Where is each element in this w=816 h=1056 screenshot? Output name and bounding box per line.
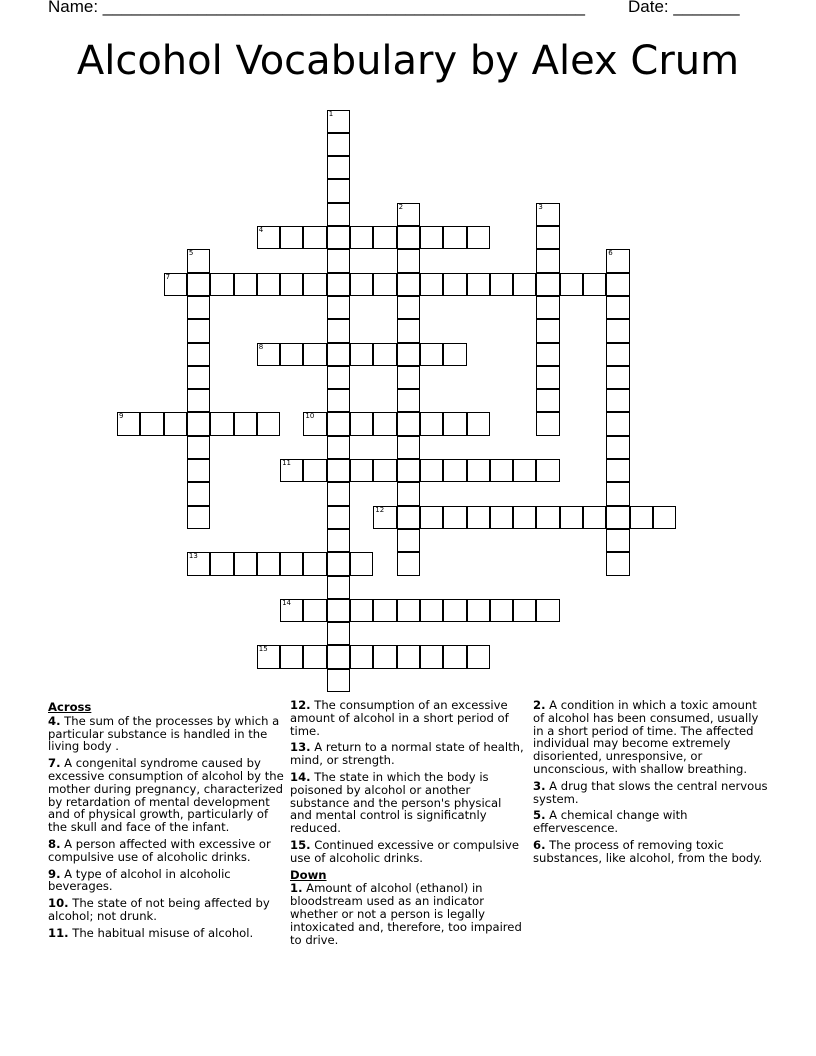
- clue-number: 13: [188, 552, 198, 561]
- grid-cell[interactable]: [397, 343, 420, 366]
- grid-cell[interactable]: [257, 552, 280, 575]
- grid-cell[interactable]: [443, 226, 466, 249]
- clue-item-number: 1.: [290, 881, 303, 896]
- grid-cell[interactable]: [327, 529, 350, 552]
- grid-cell[interactable]: [420, 599, 443, 622]
- clue-number: 9: [119, 412, 124, 421]
- grid-cell[interactable]: [373, 599, 396, 622]
- grid-cell[interactable]: [327, 599, 350, 622]
- grid-cell[interactable]: [536, 506, 559, 529]
- grid-cell[interactable]: [467, 645, 490, 668]
- clue-number: 5: [188, 249, 194, 258]
- grid-cell[interactable]: [420, 645, 443, 668]
- clue-item-text: The process of removing toxic substances, like alcohol, from the body.: [533, 837, 763, 865]
- grid-cell[interactable]: [303, 645, 326, 668]
- grid-cell[interactable]: [443, 459, 466, 482]
- grid-cell[interactable]: [280, 273, 303, 296]
- grid-cell[interactable]: [397, 249, 420, 272]
- grid-cell[interactable]: [117, 412, 140, 435]
- clue-number: 4: [258, 226, 264, 234]
- clue-item: [48, 715, 284, 753]
- grid-cell[interactable]: [280, 343, 303, 366]
- grid-cell[interactable]: [187, 366, 210, 389]
- grid-cell[interactable]: [234, 273, 257, 296]
- clue-number: 10: [305, 412, 315, 421]
- grid-cell[interactable]: [490, 459, 513, 482]
- grid-cell[interactable]: [327, 552, 350, 575]
- grid-cell[interactable]: [373, 273, 396, 296]
- clue-item-number: 10.: [48, 896, 69, 911]
- clue-item: [48, 927, 284, 940]
- grid-cell[interactable]: [513, 599, 536, 622]
- grid-cell[interactable]: [397, 506, 420, 529]
- grid-cell[interactable]: [257, 412, 280, 435]
- grid-cell[interactable]: [187, 249, 210, 272]
- grid-cell[interactable]: [164, 412, 187, 435]
- grid-cell[interactable]: [606, 249, 629, 272]
- clues-column-2: [290, 699, 526, 950]
- clue-item-text: A congenital syndrome caused by excessive consumption of alcohol by the mother during pregnancy, characterized by retardation of mental development and of physical growth, particularly of the skull and face of the infant.: [48, 756, 284, 835]
- grid-cell[interactable]: [653, 506, 676, 529]
- grid-cell[interactable]: [397, 226, 420, 249]
- clue-heading: Down: [290, 867, 327, 882]
- clue-item-text: The habitual misuse of alcohol.: [68, 925, 254, 940]
- grid-cell[interactable]: [187, 506, 210, 529]
- grid-cell[interactable]: [187, 482, 210, 505]
- clues-column-1: [48, 699, 284, 944]
- grid-cell[interactable]: [327, 226, 350, 249]
- grid-cell[interactable]: [210, 552, 233, 575]
- clue-number: 11: [282, 459, 292, 467]
- grid-cell[interactable]: [327, 622, 350, 645]
- grid-cell[interactable]: [350, 599, 373, 622]
- date-field[interactable]: Date: _______: [628, 0, 740, 16]
- grid-cell[interactable]: [257, 645, 280, 668]
- clue-item-number: 3.: [533, 778, 546, 793]
- grid-cell[interactable]: [397, 296, 420, 319]
- grid-cell[interactable]: [536, 412, 559, 435]
- grid-cell[interactable]: [373, 459, 396, 482]
- grid-cell[interactable]: [257, 343, 280, 366]
- grid-cell[interactable]: [187, 296, 210, 319]
- grid-cell[interactable]: [397, 319, 420, 342]
- grid-cell[interactable]: [234, 552, 257, 575]
- grid-cell[interactable]: [606, 296, 629, 319]
- grid-cell[interactable]: [467, 599, 490, 622]
- grid-cell[interactable]: [583, 506, 606, 529]
- grid-cell[interactable]: [303, 552, 326, 575]
- grid-cell[interactable]: [443, 412, 466, 435]
- grid-cell[interactable]: [397, 436, 420, 459]
- clue-item-number: 5.: [533, 808, 546, 823]
- grid-cell[interactable]: [397, 599, 420, 622]
- grid-cell[interactable]: [373, 412, 396, 435]
- grid-cell[interactable]: [397, 552, 420, 575]
- grid-cell[interactable]: [327, 296, 350, 319]
- grid-cell[interactable]: [373, 226, 396, 249]
- grid-cell[interactable]: [420, 226, 443, 249]
- grid-cell[interactable]: [327, 179, 350, 202]
- grid-cell[interactable]: [606, 529, 629, 552]
- grid-cell[interactable]: [467, 226, 490, 249]
- grid-cell[interactable]: [327, 482, 350, 505]
- grid-cell[interactable]: [420, 459, 443, 482]
- grid-cell[interactable]: [303, 459, 326, 482]
- grid-cell[interactable]: [443, 506, 466, 529]
- grid-cell[interactable]: [606, 412, 629, 435]
- clue-item-text: A condition in which a toxic amount of alcohol has been consumed, usually in a short period of time. The affected individual may become extremely disoriented, unresponsive, or unconscious, with shallow breathing.: [533, 698, 759, 776]
- grid-cell[interactable]: [303, 412, 326, 435]
- grid-cell[interactable]: [536, 343, 559, 366]
- grid-cell[interactable]: [187, 343, 210, 366]
- grid-cell[interactable]: [420, 412, 443, 435]
- grid-cell[interactable]: [140, 412, 163, 435]
- grid-cell[interactable]: [280, 645, 303, 668]
- grid-cell[interactable]: [350, 459, 373, 482]
- grid-cell[interactable]: [606, 389, 629, 412]
- clue-item-number: 7.: [48, 756, 61, 771]
- grid-cell[interactable]: [187, 459, 210, 482]
- clue-item: [290, 882, 526, 946]
- grid-cell[interactable]: [187, 389, 210, 412]
- grid-cell[interactable]: [397, 203, 420, 226]
- clue-item: [533, 780, 769, 806]
- grid-cell[interactable]: [397, 273, 420, 296]
- grid-cell[interactable]: [373, 343, 396, 366]
- grid-cell[interactable]: [327, 506, 350, 529]
- clue-item-number: 9.: [48, 866, 61, 881]
- grid-cell[interactable]: [373, 645, 396, 668]
- grid-cell[interactable]: [280, 552, 303, 575]
- grid-cell[interactable]: [303, 599, 326, 622]
- grid-cell[interactable]: [210, 273, 233, 296]
- clue-item: [48, 838, 284, 864]
- grid-cell[interactable]: [420, 273, 443, 296]
- grid-cell[interactable]: [280, 599, 303, 622]
- grid-cell[interactable]: [327, 645, 350, 668]
- clue-number: 14: [282, 598, 292, 607]
- clue-item-text: The sum of the processes by which a particular substance is handled in the living body .: [48, 713, 280, 754]
- grid-cell[interactable]: [327, 133, 350, 156]
- clue-item-number: 4.: [48, 713, 61, 728]
- clue-item-number: 15.: [290, 837, 311, 852]
- grid-cell[interactable]: [536, 599, 559, 622]
- clue-item-text: A chemical change with effervescence.: [533, 808, 688, 836]
- clue-number: 6: [608, 249, 613, 258]
- clue-number: 12: [375, 505, 385, 514]
- grid-cell[interactable]: [303, 343, 326, 366]
- grid-cell[interactable]: [327, 319, 350, 342]
- clue-item-text: The state of not being affected by alcohol; not drunk.: [48, 896, 270, 923]
- grid-cell[interactable]: [443, 273, 466, 296]
- grid-cell[interactable]: [234, 412, 257, 435]
- grid-cell[interactable]: [327, 366, 350, 389]
- grid-cell[interactable]: [350, 412, 373, 435]
- clue-item: [290, 771, 526, 835]
- clue-item-number: 6.: [533, 837, 546, 852]
- clue-item-number: 12.: [290, 698, 311, 712]
- grid-cell[interactable]: [187, 273, 210, 296]
- grid-cell[interactable]: [420, 343, 443, 366]
- clue-item: [290, 699, 526, 737]
- grid-cell[interactable]: [327, 249, 350, 272]
- grid-cell[interactable]: [583, 273, 606, 296]
- grid-cell[interactable]: [606, 273, 629, 296]
- grid-cell[interactable]: [350, 343, 373, 366]
- clue-item-text: A drug that slows the central nervous system.: [533, 778, 768, 806]
- clue-number: 7: [165, 272, 171, 281]
- grid-cell[interactable]: [536, 203, 559, 226]
- grid-cell[interactable]: [513, 273, 536, 296]
- grid-cell[interactable]: [327, 273, 350, 296]
- grid-cell[interactable]: [606, 506, 629, 529]
- clue-item-text: The state in which the body is poisoned by alcohol or another substance and the person's physical and mental control is significatnly reduced.: [290, 769, 502, 836]
- grid-cell[interactable]: [280, 459, 303, 482]
- grid-cell[interactable]: [187, 319, 210, 342]
- grid-cell[interactable]: [327, 203, 350, 226]
- grid-cell[interactable]: [187, 412, 210, 435]
- grid-cell[interactable]: [513, 459, 536, 482]
- grid-cell[interactable]: [397, 459, 420, 482]
- clue-item: [48, 757, 284, 834]
- clue-item-text: Continued excessive or compulsive use of alcoholic drinks.: [290, 837, 519, 865]
- grid-cell[interactable]: [560, 273, 583, 296]
- grid-cell[interactable]: [327, 412, 350, 435]
- grid-cell[interactable]: [327, 459, 350, 482]
- grid-cell[interactable]: [536, 249, 559, 272]
- clue-number: 2: [398, 202, 404, 211]
- grid-cell[interactable]: [164, 273, 187, 296]
- grid-cell[interactable]: [560, 506, 583, 529]
- grid-cell[interactable]: [606, 436, 629, 459]
- grid-cell[interactable]: [327, 389, 350, 412]
- clue-item-text: Amount of alcohol (ethanol) in bloodstream used as an indicator whether or not a person is legally intoxicated and, therefore, too impaired to drive.: [290, 881, 522, 947]
- grid-cell[interactable]: [606, 552, 629, 575]
- grid-cell[interactable]: [443, 645, 466, 668]
- grid-cell[interactable]: [187, 552, 210, 575]
- grid-cell[interactable]: [327, 576, 350, 599]
- grid-cell[interactable]: [630, 506, 653, 529]
- name-field[interactable]: Name: ___________________________________________________: [48, 0, 585, 16]
- grid-cell[interactable]: [350, 226, 373, 249]
- clue-heading: Across: [48, 700, 92, 714]
- clues-column-3: [533, 699, 769, 869]
- grid-cell[interactable]: [350, 645, 373, 668]
- grid-cell[interactable]: [536, 389, 559, 412]
- grid-cell[interactable]: [490, 599, 513, 622]
- grid-cell[interactable]: [257, 273, 280, 296]
- grid-cell[interactable]: [327, 110, 350, 133]
- grid-cell[interactable]: [536, 319, 559, 342]
- grid-cell[interactable]: [606, 459, 629, 482]
- grid-cell[interactable]: [327, 436, 350, 459]
- grid-cell[interactable]: [490, 506, 513, 529]
- clue-item-text: The consumption of an excessive amount of alcohol in a short period of time.: [290, 698, 509, 738]
- grid-cell[interactable]: [350, 552, 373, 575]
- clue-number: 15: [258, 645, 268, 654]
- grid-cell[interactable]: [210, 412, 233, 435]
- grid-cell[interactable]: [327, 343, 350, 366]
- grid-cell[interactable]: [536, 366, 559, 389]
- page-title: Alcohol Vocabulary by Alex Crum: [76, 38, 740, 84]
- grid-cell[interactable]: [513, 506, 536, 529]
- grid-cell[interactable]: [606, 482, 629, 505]
- grid-cell[interactable]: [443, 343, 466, 366]
- grid-cell[interactable]: [350, 273, 373, 296]
- clue-item-number: 14.: [290, 769, 311, 784]
- grid-cell[interactable]: [467, 506, 490, 529]
- clue-item: [290, 741, 526, 767]
- clue-item-text: A return to a normal state of health, mind, or strength.: [290, 740, 524, 768]
- grid-cell[interactable]: [536, 296, 559, 319]
- clue-item-number: 13.: [290, 740, 311, 755]
- clue-item-number: 11.: [48, 925, 69, 940]
- clue-item: [533, 839, 769, 865]
- grid-cell[interactable]: [536, 273, 559, 296]
- grid-cell[interactable]: [490, 273, 513, 296]
- clue-item-text: A type of alcohol in alcoholic beverages.: [48, 866, 231, 894]
- grid-cell[interactable]: [443, 599, 466, 622]
- clue-item: [290, 839, 526, 865]
- clue-item: [48, 897, 284, 923]
- clue-item-number: 2.: [533, 698, 546, 712]
- grid-cell[interactable]: [187, 436, 210, 459]
- clue-item-text: A person affected with excessive or compulsive use of alcoholic drinks.: [48, 836, 271, 864]
- grid-cell[interactable]: [606, 319, 629, 342]
- grid-cell[interactable]: [303, 226, 326, 249]
- clue-item-number: 8.: [48, 836, 61, 851]
- clue-item: [533, 809, 769, 835]
- clue-number: 3: [538, 202, 543, 211]
- grid-cell[interactable]: [467, 412, 490, 435]
- grid-cell[interactable]: [327, 156, 350, 179]
- grid-cell[interactable]: [397, 366, 420, 389]
- clue-number: 1: [328, 109, 334, 118]
- grid-cell[interactable]: [397, 645, 420, 668]
- grid-cell[interactable]: [606, 343, 629, 366]
- grid-cell[interactable]: [397, 482, 420, 505]
- grid-cell[interactable]: [257, 226, 280, 249]
- clue-number: 8: [258, 342, 264, 351]
- clue-item: [48, 868, 284, 894]
- grid-cell[interactable]: [467, 459, 490, 482]
- grid-cell[interactable]: [397, 412, 420, 435]
- grid-cell[interactable]: [327, 669, 350, 692]
- grid-cell[interactable]: [606, 366, 629, 389]
- clue-item: [533, 699, 769, 776]
- grid-cell[interactable]: [536, 226, 559, 249]
- grid-cell[interactable]: [280, 226, 303, 249]
- grid-cell[interactable]: [397, 529, 420, 552]
- grid-cell[interactable]: [397, 389, 420, 412]
- grid-cell[interactable]: [536, 459, 559, 482]
- grid-cell[interactable]: [420, 506, 443, 529]
- grid-cell[interactable]: [467, 273, 490, 296]
- grid-cell[interactable]: [373, 506, 396, 529]
- grid-cell[interactable]: [303, 273, 326, 296]
